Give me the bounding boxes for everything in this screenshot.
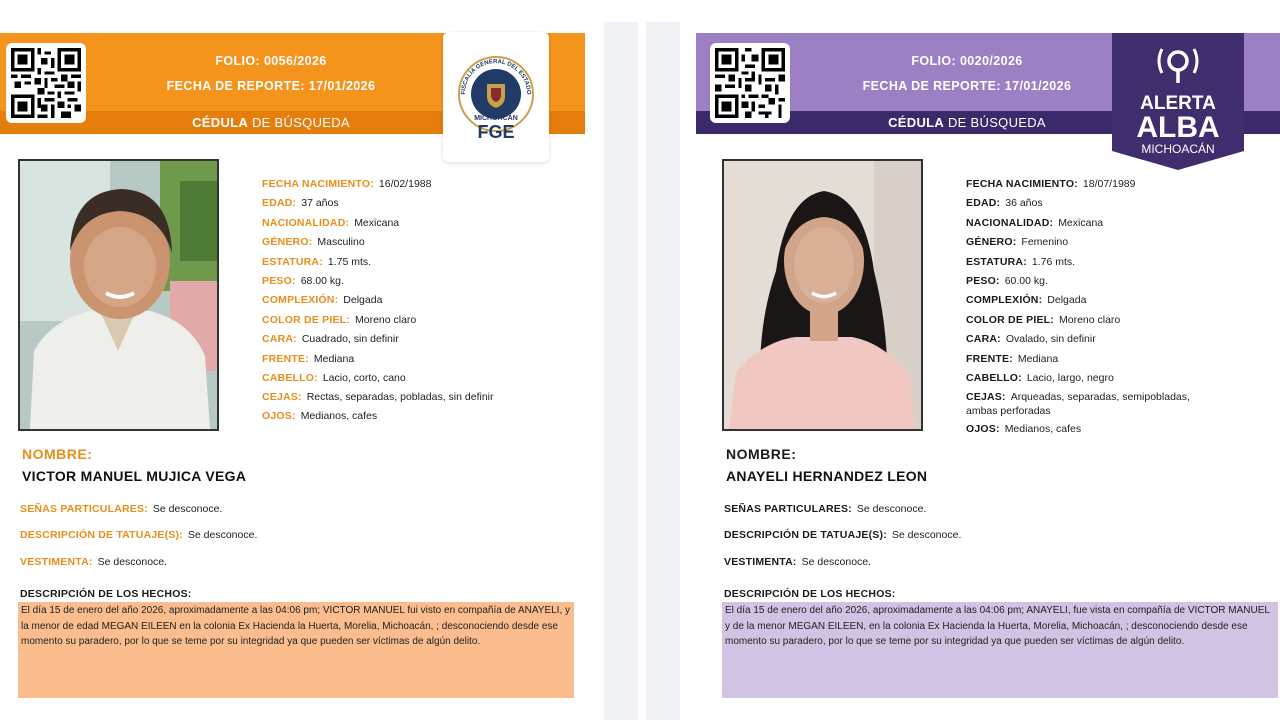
attr-eyebrows: CEJAS: Rectas, separadas, pobladas, sin definir [262, 391, 494, 404]
attributes-list [262, 175, 512, 426]
attr-skin-color: COLOR DE PIEL: Moreno claro [966, 313, 1121, 326]
attr-weight: PESO: 68.00 kg. [262, 275, 344, 288]
alerta-alba-emblem-icon [1112, 33, 1244, 170]
alba-line2: ALBA [1136, 111, 1220, 144]
attr-hair: CABELLO: Lacio, corto, cano [262, 372, 406, 385]
attr-weight: PESO: 60.00 kg. [966, 275, 1048, 288]
attr-face: CARA: Ovalado, sin definir [966, 333, 1096, 346]
attr-eyebrows: CEJAS: Arqueadas, separadas, semipobladas, ambas perforadas [966, 391, 1190, 417]
attr-build: COMPLEXIÓN: Delgada [966, 294, 1087, 307]
folio-text: FOLIO: 0020/2026 [911, 54, 1023, 68]
clothing: VESTIMENTA: Se desconoce. [20, 556, 168, 568]
fge-seal-icon [443, 32, 549, 162]
attr-gender: GÉNERO: Femenino [966, 236, 1069, 249]
name-label: NOMBRE: [22, 446, 93, 462]
person-photo [18, 159, 219, 431]
attr-forehead: FRENTE: Mediana [262, 352, 355, 365]
divider-strip [604, 22, 638, 720]
tattoo-description: DESCRIPCIÓN DE TATUAJE(S): Se desconoce. [20, 529, 258, 541]
divider-strip [646, 22, 680, 720]
qr-code-icon [6, 43, 86, 123]
attr-height: ESTATURA: 1.76 mts. [966, 255, 1076, 268]
seal-arc-text: FISCALÍA GENERAL DEL ESTADO [460, 58, 532, 95]
attr-gender: GÉNERO: Masculino [262, 236, 365, 249]
seal-main-text: FGE [477, 122, 515, 142]
attr-build: COMPLEXIÓN: Delgada [262, 294, 383, 307]
attr-age: EDAD: 37 años [262, 197, 339, 210]
attr-hair: CABELLO: Lacio, largo, negro [966, 372, 1114, 385]
attr-birthdate: FECHA NACIMIENTO: 16/02/1988 [262, 178, 432, 190]
missing-person-card-left [0, 22, 600, 698]
attr-nationality: NACIONALIDAD: Mexicana [262, 216, 400, 229]
missing-person-card-right [680, 22, 1280, 698]
attr-eyes: OJOS: Medianos, cafes [262, 409, 378, 422]
distinguishing-marks: SEÑAS PARTICULARES: Se desconoce. [724, 503, 927, 515]
tattoo-description: DESCRIPCIÓN DE TATUAJE(S): Se desconoce. [724, 529, 962, 541]
facts-description: El día 15 de enero del año 2026, aproximadamente a las 04:06 pm; ANAYELI, fue vista en compañía de VICTOR MANUEL y de la menor MEGAN EILEEN, en la colonia Ex Hacienda la Huerta, Morelia, Michoacán, ; desconociendo desde ese momento su paradero, por lo que se teme por su integridad ya que pueden ser víctimas de algún delito. [722, 602, 1278, 698]
person-photo [722, 159, 923, 431]
attr-birthdate: FECHA NACIMIENTO: 18/07/1989 [966, 178, 1136, 190]
facts-label: DESCRIPCIÓN DE LOS HECHOS: [20, 588, 192, 600]
person-name: VICTOR MANUEL MUJICA VEGA [22, 468, 247, 484]
folio-text: FOLIO: 0056/2026 [215, 54, 327, 68]
attr-face: CARA: Cuadrado, sin definir [262, 333, 399, 346]
facts-description: El día 15 de enero del año 2026, aproximadamente a las 04:06 pm; VICTOR MANUEL fui visto en compañía de ANAYELI, y la menor de edad MEGAN EILEEN en la colonia Ex Hacienda la Huerta, Morelia, Michoacán, ; desconociendo desde ese momento su paradero, por lo que se teme por su integridad ya que pueden ser víctimas de algún delito. [18, 602, 574, 698]
card-type-title: CÉDULA DE BÚSQUEDA [888, 115, 1046, 130]
report-date-text: FECHA DE REPORTE: 17/01/2026 [166, 79, 376, 93]
attr-age: EDAD: 36 años [966, 197, 1043, 210]
seal-sub-text: MICHOACÁN [474, 115, 518, 122]
attr-height: ESTATURA: 1.75 mts. [262, 255, 372, 268]
report-date-text: FECHA DE REPORTE: 17/01/2026 [862, 79, 1072, 93]
facts-label: DESCRIPCIÓN DE LOS HECHOS: [724, 588, 896, 600]
card-type-title: CÉDULA DE BÚSQUEDA [192, 115, 350, 130]
name-label: NOMBRE: [726, 446, 797, 462]
alba-line1: ALERTA [1140, 93, 1216, 114]
attr-nationality: NACIONALIDAD: Mexicana [966, 216, 1104, 229]
alba-line3: MICHOACÁN [1141, 142, 1215, 156]
person-name: ANAYELI HERNANDEZ LEON [726, 468, 928, 484]
attr-eyes: OJOS: Medianos, cafes [966, 423, 1082, 436]
qr-code-icon [710, 43, 790, 123]
clothing: VESTIMENTA: Se desconoce. [724, 556, 872, 568]
attributes-list [966, 175, 1216, 440]
distinguishing-marks: SEÑAS PARTICULARES: Se desconoce. [20, 503, 223, 515]
attr-skin-color: COLOR DE PIEL: Moreno claro [262, 313, 417, 326]
attr-forehead: FRENTE: Mediana [966, 352, 1059, 365]
